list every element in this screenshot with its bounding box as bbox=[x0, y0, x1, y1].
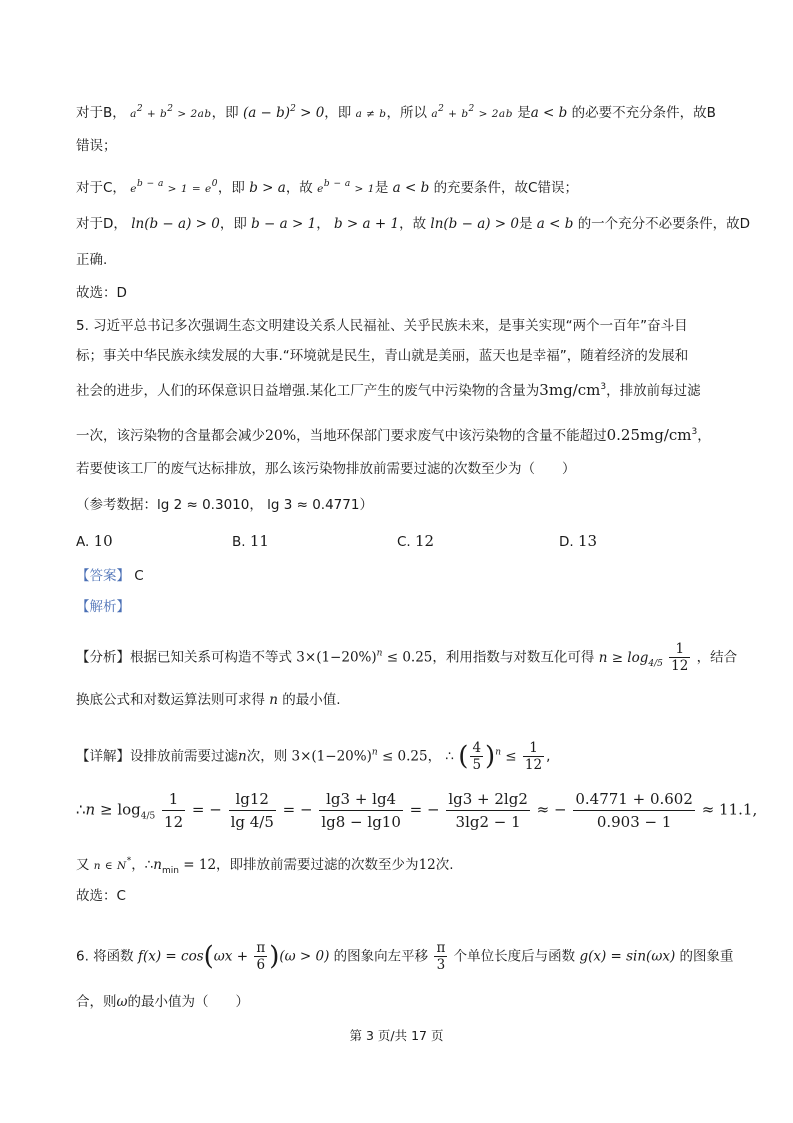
q5-detail-calculation: ∴n ≥ $\log_{4/5}$ $\frac{1}{12}$ = − $\frac{\lg 12}{\lg 4/5}$ = − $\frac{\lg 3 + \lg 4}{\lg 8 - \lg 10}$ = − $\frac{\lg 3 + 2\lg 2}{3\lg 2 - 1}$ ≈ − $\frac{0.4771 + 0.602}{0.903 - 1}$ ≈ 11.1, bbox=[76, 790, 758, 831]
option-d-conclusion: 正确. bbox=[76, 252, 108, 268]
q5-detail-line3: 又 n ∈ N*，$\therefore n_{min} = 12$，即排放前需要过滤的次数至少为12次. bbox=[76, 856, 454, 876]
q5-choice: 故选：C bbox=[76, 888, 126, 904]
q5-fenxi-line2: 换底公式和对数运算法则可求得 n 的最小值. bbox=[76, 692, 341, 708]
q5-answer: 【答案】 C bbox=[76, 568, 144, 584]
q6-stem-line1: 6. 将函数 f(x) = cos(ωx + $\frac{\pi}{6}$ )(ω > 0) 的图象向左平移 $\frac{\pi}{3}$ 个单位长度后与函数 g(x) = sin(ωx) 的图象重 bbox=[76, 940, 734, 973]
q5-option-c[interactable]: C. 12 bbox=[397, 532, 435, 550]
option-d-analysis: 对于D， ln(b − a) > 0，即 b − a > 1， b > a + 1，故 ln(b − a) > 0是 a < b 的一个充分不必要条件，故D bbox=[76, 216, 751, 232]
q6-stem-line2: 合，则ω的最小值为（ ） bbox=[76, 994, 250, 1010]
q5-option-b[interactable]: B. 11 bbox=[232, 532, 269, 550]
q5-fenxi-line1: 【分析】根据已知关系可构造不等式 $3\times(1-20\%)^n \le 0.25$，利用指数与对数互化可得 $n \ge \log_{4/5}$ $\frac{1}{12}$ ，结合 bbox=[76, 641, 738, 674]
q5-detail-line1: 【详解】设排放前需要过滤n次，则 $3\times(1-20\%)^n \le 0.25$， ∴ ( $\frac{4}{5}$ )$^n$ ≤ $\frac{1}{12}$ , bbox=[76, 740, 551, 773]
q5-option-a[interactable]: A. 10 bbox=[76, 532, 113, 550]
q5-analysis-heading: 【解析】 bbox=[76, 599, 130, 615]
q4-choice: 故选：D bbox=[76, 285, 127, 301]
q5-stem-line3: 社会的进步，人们的环保意识日益增强.某化工厂产生的废气中污染物的含量为$3mg/cm^3$，排放前每过滤 bbox=[76, 381, 701, 399]
option-b-conclusion: 错误； bbox=[76, 138, 117, 154]
q5-option-d[interactable]: D. 13 bbox=[559, 532, 598, 550]
q5-stem-line4: 一次，该污染物的含量都会减少20%，当地环保部门要求废气中该污染物的含量不能超过$0.25mg/cm^3$， bbox=[76, 426, 711, 444]
option-b-analysis: 对于B， a2 + b2 > 2ab，即 $(a - b)^2 > 0$，即 a ≠ b，所以 a2 + b2 > 2ab 是a < b 的必要不充分条件，故B bbox=[76, 104, 716, 121]
q5-stem-line1: 5. 习近平总书记多次强调生态文明建设关系人民福祉、关乎民族未来，是事关实现“两个一百年”奋斗目 bbox=[76, 318, 688, 334]
option-c-analysis: 对于C， eb − a > 1 = e0，即 b > a，故 eb − a > 1是 a < b 的充要条件，故C错误； bbox=[76, 179, 578, 196]
q5-stem-line5: 若要使该工厂的废气达标排放，那么该污染物排放前需要过滤的次数至少为（ ） bbox=[76, 461, 576, 477]
q5-reference-data: （参考数据：lg 2 ≈ 0.3010， lg 3 ≈ 0.4771） bbox=[76, 497, 373, 513]
q5-stem-line2: 标；事关中华民族永续发展的大事.“环境就是民生，青山就是美丽，蓝天也是幸福”，随着经济的发展和 bbox=[76, 348, 689, 364]
page-footer: 第 3 页/共 17 页 bbox=[349, 1028, 444, 1043]
